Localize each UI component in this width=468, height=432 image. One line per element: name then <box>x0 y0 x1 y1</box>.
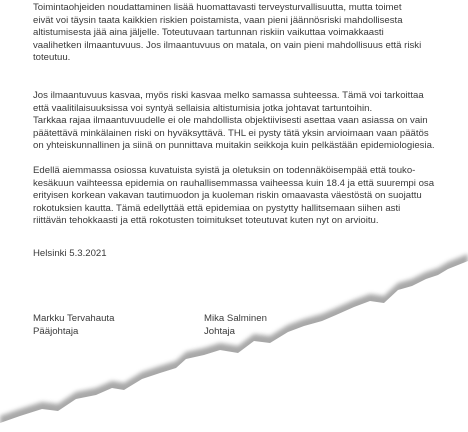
signatory-title: Johtaja <box>204 325 235 337</box>
signatory-name: Mika Salminen <box>204 313 267 324</box>
signature-block-right <box>204 313 364 338</box>
paragraph-3: Tarkkaa rajaa ilmaantuvuudelle ei ole mahdollista objektiivisesti asettaa vaan asiassa on vain päätettävä minkälainen riski on hyväksyttävä. THL ei pysty tätä yksin arvioimaan vaan päätös on yhteiskunnallinen ja siinä on punnittava muitakin seikkoja kuin pelkästään epidemiologiesia. <box>33 115 435 152</box>
signature-block-left <box>33 313 193 338</box>
signatory-name: Markku Tervahauta <box>33 313 115 324</box>
paragraph-4: Edellä aiemmassa osiossa kuvatuista syistä ja oletuksin on todennäköisempää että touko- kesäkuun vaihteessa epidemia on rauhallisemmassa vaiheessa kuin 18.4 ja että suurempi osa erityisen korkean vakavan tautimuodon ja kuoleman riskin omaavasta väestöstä on suojattu rokotuksien kautta. Tämä edellyttää että epidemiaa on pystytty hallitsemaan siihen asti riittävän tehokkaasti ja että rokotusten toimitukset toteutuvat kuten nyt on arvioitu. <box>33 165 435 227</box>
paragraph-1: Toimintaohjeiden noudattaminen lisää huomattavasti terveysturvallisuutta, mutta toimet eivät voi täysin taata kaikkien riskien poistamista, vaan pieni jäännösriski mahdollisesta altistumisesta jää aina jäljelle. Toteutuvaan tartunnan riskiin vaikuttaa voimakkaasti vaalihetken ilmaantuvuus. Jos ilmaantuvuus on matala, on vain pieni mahdollisuus että riski toteutuu. <box>33 2 422 64</box>
place-and-date: Helsinki 5.3.2021 <box>33 248 107 259</box>
signatory-title: Pääjohtaja <box>33 325 79 337</box>
paragraph-2: Jos ilmaantuvuus kasvaa, myös riski kasvaa melko samassa suhteessa. Tämä voi tarkoittaa että vaalitilaisuuksissa voi syntyä sellaisia altistumisia jotka johtavat tartuntoihin. <box>33 90 424 114</box>
